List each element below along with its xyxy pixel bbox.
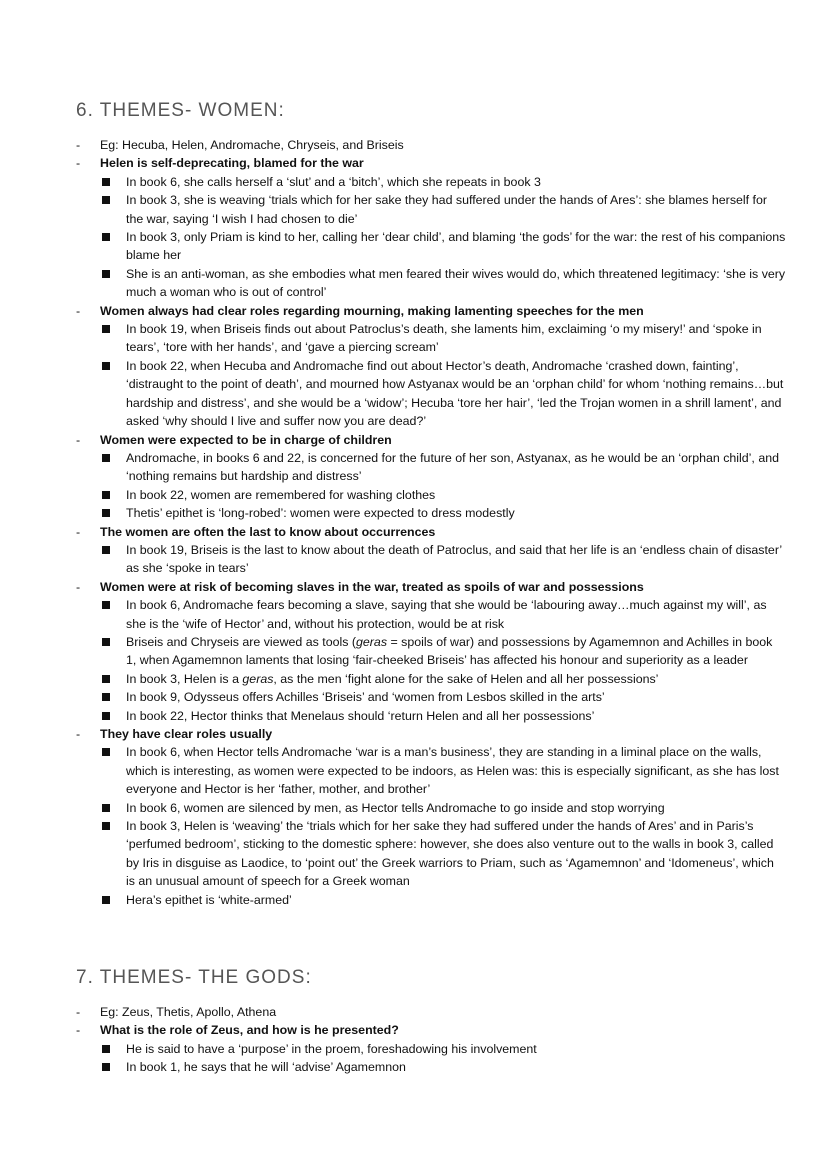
point-title: Women always had clear roles regarding mourning, making lamenting speeches for the men xyxy=(100,303,644,318)
sub-item xyxy=(76,670,786,688)
point-title: What is the role of Zeus, and how is he presented? xyxy=(100,1023,399,1038)
section-heading-gods: 7. THEMES- THE GODS: xyxy=(76,967,312,988)
square-bullet-icon xyxy=(102,491,110,499)
sub-text: In book 22, when Hecuba and Andromache find out about Hector’s death, Andromache ‘crashed down, fainting’, ‘distraught to the point of death’, and mourned how Astyanax would be an ‘orphan child’ for whom ‘nothing remains…but hardship and distress’, and she would be a ‘widow’; Hecuba ‘tore her hair’, ‘led the Trojan women in a shrill lament’, and asked ‘why should I live and suffer now you are dead?’ xyxy=(126,358,784,429)
list-item xyxy=(76,725,786,743)
sub-text: In book 3, she is weaving ‘trials which for her sake they had suffered under the hands of Ares’: she blames herself for the war, saying ‘I wish I had chosen to die’ xyxy=(126,193,767,226)
list-item xyxy=(76,136,786,154)
square-bullet-icon xyxy=(102,804,110,812)
sub-text: Andromache, in books 6 and 22, is concerned for the future of her son, Astyanax, as he would be an ‘orphan child’, and ‘nothing remains but hardship and distress’ xyxy=(126,450,779,484)
italic-term: geras xyxy=(356,634,388,649)
sub-item xyxy=(76,228,786,265)
sub-text xyxy=(126,635,772,667)
square-bullet-icon xyxy=(102,638,110,646)
sub-text xyxy=(126,672,658,686)
list-item xyxy=(76,154,786,172)
square-bullet-icon xyxy=(102,362,110,370)
sub-item xyxy=(76,743,786,798)
sub-text: Hera’s epithet is ‘white-armed’ xyxy=(126,892,292,907)
dash-bullet: - xyxy=(76,303,81,318)
square-bullet-icon xyxy=(102,233,110,241)
square-bullet-icon xyxy=(102,325,110,333)
square-bullet-icon xyxy=(102,896,110,904)
sub-text: In book 3, Helen is ‘weaving’ the ‘trials which for her sake they had suffered under the hands of Ares’ and in Paris’s ‘perfumed bedroom’, sticking to the domestic sphere: however, she does also venture out to the walls in book 3, called by Iris in disguise as Laodice, to ‘point out’ the Greek warriors to Priam, such as ‘Agamemnon’ and ‘Idomeneus’, which is an unusual amount of speech for a Greek woman xyxy=(126,819,774,889)
list-item xyxy=(76,431,786,449)
square-bullet-icon xyxy=(102,546,110,554)
sub-text: Thetis’ epithet is ‘long-robed’: women were expected to dress modestly xyxy=(126,506,515,521)
dash-bullet: - xyxy=(76,1005,81,1019)
square-bullet-icon xyxy=(102,675,110,683)
point-title: The women are often the last to know about occurrences xyxy=(100,524,436,539)
sub-item xyxy=(76,688,786,706)
sub-item xyxy=(76,891,786,909)
sub-item xyxy=(76,486,786,504)
square-bullet-icon xyxy=(102,822,110,830)
dash-bullet: - xyxy=(76,727,81,741)
sub-text: She is an anti-woman, as she embodies what men feared their wives would do, which threatened legitimacy: ‘she is very much a woman who is out of control’ xyxy=(126,266,786,300)
sub-item xyxy=(76,173,786,191)
sub-item xyxy=(76,596,786,633)
sub-item xyxy=(76,265,786,302)
point-title: Women were expected to be in charge of children xyxy=(100,432,392,447)
list-item xyxy=(76,578,786,596)
italic-term: geras xyxy=(242,671,274,686)
dash-bullet: - xyxy=(76,138,81,152)
women-list xyxy=(76,136,786,909)
dash-bullet: - xyxy=(76,432,81,447)
sub-item xyxy=(76,817,786,891)
sub-text: In book 6, when Hector tells Andromache ‘war is a man’s business’, they are standing in a liminal place on the walls, which is interesting, as women were expected to be indoors, as Helen was: this is especially significant, as she has lost everyone and Hector is her ‘father, mother, and brother’ xyxy=(126,745,779,797)
sub-text: In book 19, when Briseis finds out about Patroclus’s death, she laments him, exclaiming ‘o my misery!’ and ‘spoke in tears’, ‘tore with her hands’, and ‘gave a piercing scream’ xyxy=(126,322,762,355)
sub-item xyxy=(76,449,786,486)
sub-item xyxy=(76,320,786,357)
sub-text: In book 22, women are remembered for washing clothes xyxy=(126,487,436,502)
sub-item xyxy=(76,541,786,578)
square-bullet-icon xyxy=(102,1063,110,1071)
sub-item xyxy=(76,504,786,522)
sub-text: He is said to have a ‘purpose’ in the proem, foreshadowing his involvement xyxy=(126,1041,537,1056)
text-run: Briseis and Chryseis are viewed as tools ( xyxy=(126,634,357,649)
sub-item xyxy=(76,1058,786,1076)
list-item xyxy=(76,302,786,320)
dash-bullet: - xyxy=(76,156,81,171)
gods-list xyxy=(76,1003,786,1077)
point-text: Eg: Zeus, Thetis, Apollo, Athena xyxy=(100,1005,277,1019)
sub-item xyxy=(76,799,786,817)
square-bullet-icon xyxy=(102,270,110,278)
dash-bullet: - xyxy=(76,1023,81,1038)
point-title: Helen is self-deprecating, blamed for the war xyxy=(100,156,364,171)
point-text: Eg: Hecuba, Helen, Andromache, Chryseis, and Briseis xyxy=(100,138,404,152)
text-run: , as the men ‘fight alone for the sake of Helen and all her possessions’ xyxy=(273,671,659,686)
section-heading-women: 6. THEMES- WOMEN: xyxy=(76,100,285,121)
square-bullet-icon xyxy=(102,178,110,186)
sub-text: In book 1, he says that he will ‘advise’ Agamemnon xyxy=(126,1060,406,1075)
dash-bullet: - xyxy=(76,579,81,594)
square-bullet-icon xyxy=(102,1045,110,1053)
sub-text: In book 19, Briseis is the last to know about the death of Patroclus, and said that her life is an ‘endless chain of disaster’ as she ‘spoke in tears’ xyxy=(126,542,782,576)
list-item xyxy=(76,1003,786,1021)
sub-text: In book 22, Hector thinks that Menelaus should ‘return Helen and all her possessions’ xyxy=(126,708,595,723)
sub-text: In book 3, only Priam is kind to her, calling her ‘dear child’, and blaming ‘the gods’ for the war: the rest of his companions blame her xyxy=(126,230,786,263)
sub-text: In book 9, Odysseus offers Achilles ‘Briseis’ and ‘women from Lesbos skilled in the arts’ xyxy=(126,690,605,705)
square-bullet-icon xyxy=(102,712,110,720)
sub-text: In book 6, women are silenced by men, as Hector tells Andromache to go inside and stop worrying xyxy=(126,800,665,815)
point-title: They have clear roles usually xyxy=(100,727,273,741)
sub-item xyxy=(76,357,786,431)
square-bullet-icon xyxy=(102,509,110,517)
sub-text: In book 6, she calls herself a ‘slut’ and a ‘bitch’, which she repeats in book 3 xyxy=(126,174,541,189)
square-bullet-icon xyxy=(102,601,110,609)
sub-text: In book 6, Andromache fears becoming a slave, saying that she would be ‘labouring away…much against my will’, as she is the ‘wife of Hector’ and, without his protection, would be at risk xyxy=(126,598,767,631)
dash-bullet: - xyxy=(76,524,81,539)
point-title: Women were at risk of becoming slaves in the war, treated as spoils of war and possessions xyxy=(100,579,644,594)
sub-item xyxy=(76,1040,786,1058)
list-item xyxy=(76,1021,786,1039)
square-bullet-icon xyxy=(102,196,110,204)
square-bullet-icon xyxy=(102,454,110,462)
text-run: In book 3, Helen is a xyxy=(126,671,243,686)
square-bullet-icon xyxy=(102,748,110,756)
list-item xyxy=(76,523,786,541)
sub-item xyxy=(76,707,786,725)
sub-item xyxy=(76,633,786,670)
sub-item xyxy=(76,191,786,228)
square-bullet-icon xyxy=(102,693,110,701)
text-run: = spoils of war) and possessions by Agamemnon and Achilles in book 1, when Agamemnon laments that losing ‘fair-cheeked Briseis’ has affected his honour and superiority as a leader xyxy=(126,634,773,668)
